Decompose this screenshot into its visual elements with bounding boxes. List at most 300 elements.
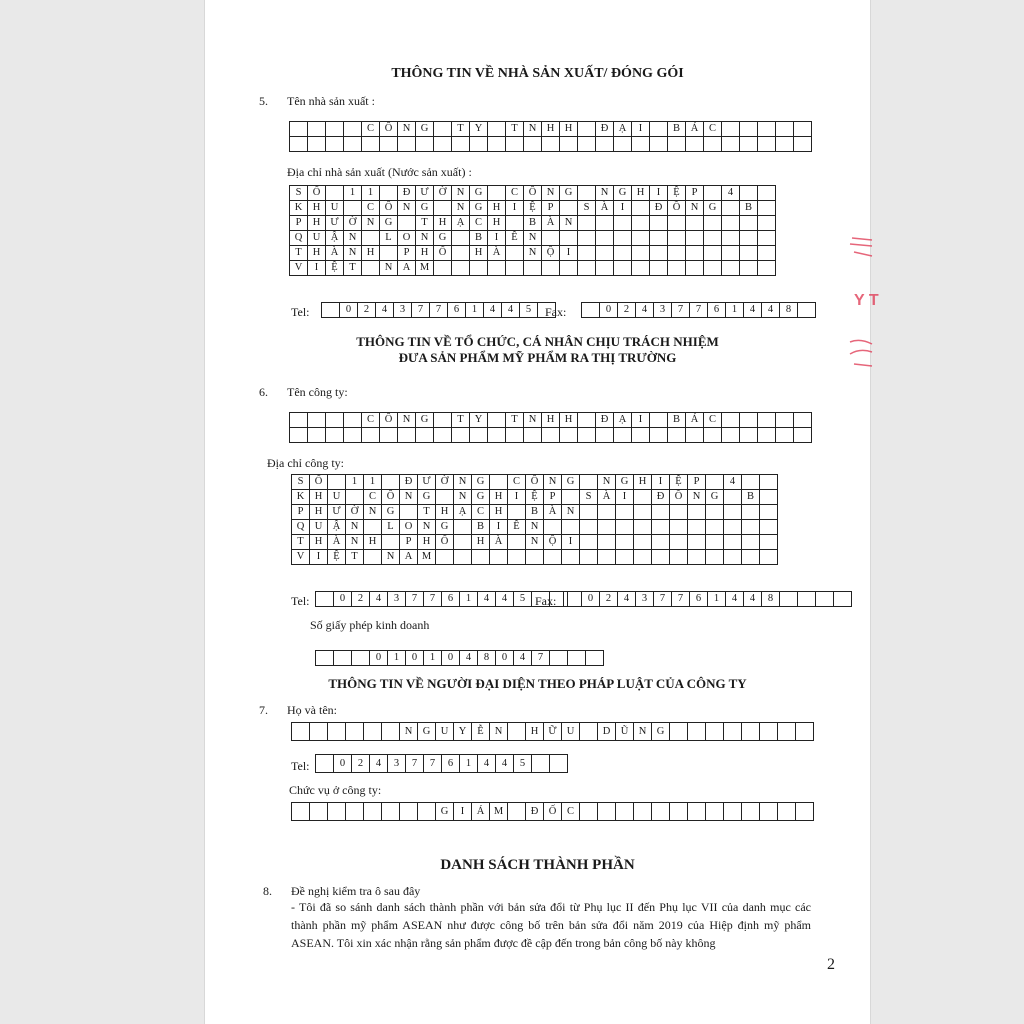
char-box <box>742 550 760 565</box>
char-box <box>614 246 632 261</box>
char-box <box>436 490 454 505</box>
char-box <box>400 505 418 520</box>
char-box: 3 <box>388 592 406 607</box>
char-box: N <box>452 201 470 216</box>
char-box: P <box>686 186 704 201</box>
char-box: N <box>634 723 652 741</box>
char-box <box>704 428 722 443</box>
representative-name-grid <box>291 722 814 741</box>
char-box: 4 <box>722 186 740 201</box>
char-box: Ạ <box>614 122 632 137</box>
char-box <box>490 475 508 490</box>
responsible-heading-line2: ĐƯA SẢN PHẨM MỸ PHẨM RA THỊ TRƯỜNG <box>398 350 677 365</box>
char-box: N <box>398 122 416 137</box>
char-box <box>452 428 470 443</box>
char-box <box>598 535 616 550</box>
char-box <box>362 428 380 443</box>
char-box <box>688 535 706 550</box>
char-box: I <box>454 803 472 821</box>
char-box <box>580 535 598 550</box>
char-box <box>310 723 328 741</box>
char-box <box>686 246 704 261</box>
char-box <box>524 137 542 152</box>
char-box <box>670 535 688 550</box>
char-box <box>742 535 760 550</box>
char-box: I <box>490 520 508 535</box>
char-box: 7 <box>672 303 690 318</box>
char-box: 6 <box>442 755 460 773</box>
char-box: 2 <box>618 303 636 318</box>
char-box: Ô <box>524 186 542 201</box>
char-box: N <box>598 475 616 490</box>
char-box <box>668 137 686 152</box>
char-box <box>310 803 328 821</box>
char-box <box>434 137 452 152</box>
char-box <box>760 535 778 550</box>
char-box <box>580 505 598 520</box>
char-box: N <box>452 186 470 201</box>
char-box: 4 <box>636 303 654 318</box>
char-box: G <box>470 186 488 201</box>
char-box: I <box>310 550 328 565</box>
char-box: H <box>472 535 490 550</box>
char-box <box>416 428 434 443</box>
char-box: C <box>704 122 722 137</box>
char-box <box>686 231 704 246</box>
char-box <box>362 137 380 152</box>
char-box: Á <box>472 803 490 821</box>
char-box <box>578 261 596 276</box>
char-box <box>780 592 798 607</box>
char-box <box>652 520 670 535</box>
char-box: I <box>632 413 650 428</box>
char-box: V <box>290 261 308 276</box>
char-box: N <box>380 261 398 276</box>
char-box: 0 <box>582 592 600 607</box>
char-box: P <box>688 475 706 490</box>
char-box: Ờ <box>346 505 364 520</box>
char-box <box>722 231 740 246</box>
grid-row <box>322 303 556 318</box>
char-box <box>722 216 740 231</box>
grid-row <box>292 475 778 490</box>
char-box <box>632 261 650 276</box>
char-box <box>668 246 686 261</box>
char-box: 4 <box>514 651 532 666</box>
char-box: N <box>688 490 706 505</box>
char-box <box>454 520 472 535</box>
char-box: I <box>652 475 670 490</box>
ingredients-heading: DANH SÁCH THÀNH PHẦN <box>440 857 635 873</box>
char-box <box>560 137 578 152</box>
char-box <box>524 428 542 443</box>
char-box: H <box>436 505 454 520</box>
char-box <box>452 137 470 152</box>
char-box: C <box>362 413 380 428</box>
char-box: 0 <box>406 651 424 666</box>
char-box: 2 <box>352 755 370 773</box>
char-box: N <box>400 490 418 505</box>
char-box <box>634 520 652 535</box>
char-box <box>346 490 364 505</box>
char-box: H <box>310 505 328 520</box>
char-box <box>382 803 400 821</box>
char-box <box>688 803 706 821</box>
char-box <box>616 803 634 821</box>
char-box: H <box>308 246 326 261</box>
char-box: 4 <box>744 592 762 607</box>
grid-row <box>316 592 568 607</box>
char-box <box>742 475 760 490</box>
manufacturer-heading: THÔNG TIN VỀ NHÀ SẢN XUẤT/ ĐÓNG GÓI <box>391 66 684 81</box>
char-box <box>722 413 740 428</box>
char-box: P <box>544 490 562 505</box>
char-box: N <box>526 535 544 550</box>
char-box: H <box>542 122 560 137</box>
char-box: Đ <box>596 122 614 137</box>
char-box: À <box>328 535 346 550</box>
char-box: 4 <box>370 592 388 607</box>
char-box <box>668 216 686 231</box>
char-box: Ờ <box>434 186 452 201</box>
char-box <box>380 246 398 261</box>
manufacturer-fax-label: Fax: <box>545 305 567 319</box>
char-box: P <box>292 505 310 520</box>
char-box: 6 <box>448 303 466 318</box>
char-box: G <box>652 723 670 741</box>
char-box <box>470 261 488 276</box>
char-box <box>740 261 758 276</box>
char-box <box>778 803 796 821</box>
char-box <box>436 550 454 565</box>
char-box <box>632 231 650 246</box>
char-box <box>582 303 600 318</box>
char-box <box>724 520 742 535</box>
char-box <box>794 428 812 443</box>
char-box <box>686 216 704 231</box>
char-box: T <box>452 413 470 428</box>
char-box: 7 <box>690 303 708 318</box>
char-box: Ố <box>436 535 454 550</box>
char-box <box>740 413 758 428</box>
grid-row <box>316 755 568 773</box>
char-box: L <box>382 520 400 535</box>
char-box: I <box>308 261 326 276</box>
char-box: Ờ <box>436 475 454 490</box>
char-box: N <box>562 505 580 520</box>
char-box <box>470 137 488 152</box>
company-address-grid <box>291 474 778 565</box>
char-box <box>508 723 526 741</box>
char-box <box>398 216 416 231</box>
char-box <box>334 651 352 666</box>
char-box: Ư <box>326 216 344 231</box>
char-box: 4 <box>618 592 636 607</box>
char-box <box>758 137 776 152</box>
char-box: Ậ <box>328 520 346 535</box>
char-box <box>724 505 742 520</box>
char-box: T <box>290 246 308 261</box>
char-box <box>542 137 560 152</box>
char-box: 4 <box>484 303 502 318</box>
char-box <box>562 550 580 565</box>
char-box: N <box>526 520 544 535</box>
char-box: U <box>326 201 344 216</box>
char-box: 1 <box>388 651 406 666</box>
char-box: À <box>488 246 506 261</box>
char-box <box>778 723 796 741</box>
char-box: 5 <box>514 592 532 607</box>
char-box: H <box>310 490 328 505</box>
char-box: H <box>488 216 506 231</box>
char-box: N <box>344 246 362 261</box>
char-box <box>760 520 778 535</box>
char-box: G <box>418 490 436 505</box>
char-box: I <box>506 201 524 216</box>
char-box <box>346 723 364 741</box>
char-box: P <box>542 201 560 216</box>
char-box: I <box>616 490 634 505</box>
char-box: D <box>598 723 616 741</box>
char-box: Ồ <box>668 201 686 216</box>
char-box: C <box>470 216 488 231</box>
char-box <box>344 201 362 216</box>
char-box: A <box>400 550 418 565</box>
char-box <box>328 723 346 741</box>
char-box <box>400 803 418 821</box>
char-box <box>816 592 834 607</box>
company-fax-label: Fax: <box>535 594 557 608</box>
char-box: C <box>562 803 580 821</box>
company-name-grid <box>289 412 812 443</box>
char-box: 4 <box>502 303 520 318</box>
char-box: C <box>472 505 490 520</box>
char-box <box>506 137 524 152</box>
char-box: Y <box>454 723 472 741</box>
char-box: N <box>454 490 472 505</box>
char-box <box>532 755 550 773</box>
char-box: 0 <box>340 303 358 318</box>
char-box <box>776 122 794 137</box>
char-box: U <box>308 231 326 246</box>
representative-tel-label: Tel: <box>291 759 310 773</box>
char-box: N <box>400 723 418 741</box>
char-box: G <box>614 186 632 201</box>
char-box <box>686 428 704 443</box>
char-box <box>632 216 650 231</box>
char-box <box>508 803 526 821</box>
char-box <box>508 505 526 520</box>
char-box: À <box>326 246 344 261</box>
char-box: C <box>364 490 382 505</box>
char-box: Ô <box>380 122 398 137</box>
char-box <box>508 550 526 565</box>
char-box <box>670 803 688 821</box>
char-box: Ô <box>526 475 544 490</box>
char-box <box>434 261 452 276</box>
char-box: N <box>362 216 380 231</box>
char-box: Ố <box>434 246 452 261</box>
grid-row <box>290 216 776 231</box>
char-box <box>706 723 724 741</box>
char-box <box>322 303 340 318</box>
char-box: 7 <box>672 592 690 607</box>
char-box <box>454 535 472 550</box>
char-box <box>724 723 742 741</box>
char-box <box>704 216 722 231</box>
char-box: C <box>362 201 380 216</box>
char-box <box>290 428 308 443</box>
char-box: 8 <box>780 303 798 318</box>
char-box: H <box>632 186 650 201</box>
char-box <box>562 520 580 535</box>
char-box <box>326 186 344 201</box>
char-box: Ễ <box>472 723 490 741</box>
char-box <box>454 550 472 565</box>
char-box <box>706 803 724 821</box>
char-box <box>416 137 434 152</box>
char-box: N <box>398 413 416 428</box>
char-box: 7 <box>424 592 442 607</box>
stamp-text: Y T <box>854 292 879 309</box>
char-box: Ậ <box>326 231 344 246</box>
char-box: 0 <box>370 651 388 666</box>
char-box <box>398 428 416 443</box>
char-box: 6 <box>708 303 726 318</box>
char-box <box>380 137 398 152</box>
char-box <box>688 520 706 535</box>
manufacturer-name-label: Tên nhà sản xuất : <box>287 94 375 108</box>
char-box <box>398 137 416 152</box>
char-box <box>580 550 598 565</box>
char-box <box>758 201 776 216</box>
char-box <box>598 803 616 821</box>
char-box <box>434 413 452 428</box>
char-box <box>490 550 508 565</box>
char-box <box>706 505 724 520</box>
char-box: 5 <box>514 755 532 773</box>
char-box: Ộ <box>544 535 562 550</box>
char-box: 4 <box>744 303 762 318</box>
char-box: H <box>310 535 328 550</box>
char-box <box>796 723 814 741</box>
char-box <box>798 303 816 318</box>
char-box <box>650 413 668 428</box>
char-box <box>706 520 724 535</box>
char-box <box>452 246 470 261</box>
char-box <box>326 137 344 152</box>
char-box <box>596 261 614 276</box>
char-box: N <box>524 122 542 137</box>
char-box: V <box>292 550 310 565</box>
char-box: 7 <box>406 592 424 607</box>
char-box: Ạ <box>452 216 470 231</box>
char-box <box>704 231 722 246</box>
char-box: 6 <box>690 592 708 607</box>
char-box: H <box>490 490 508 505</box>
char-box <box>488 186 506 201</box>
char-box <box>834 592 852 607</box>
char-box <box>352 651 370 666</box>
char-box <box>668 231 686 246</box>
char-box: Đ <box>526 803 544 821</box>
char-box: H <box>488 201 506 216</box>
char-box <box>344 428 362 443</box>
char-box: T <box>506 413 524 428</box>
char-box <box>290 413 308 428</box>
char-box <box>758 122 776 137</box>
char-box: Á <box>686 413 704 428</box>
char-box: A <box>398 261 416 276</box>
char-box <box>758 231 776 246</box>
char-box <box>614 261 632 276</box>
char-box <box>794 413 812 428</box>
char-box: 4 <box>496 755 514 773</box>
char-box: 1 <box>466 303 484 318</box>
char-box: Ố <box>310 475 328 490</box>
grid-row <box>290 122 812 137</box>
char-box: Ộ <box>542 246 560 261</box>
char-box <box>380 186 398 201</box>
char-box <box>434 201 452 216</box>
char-box: N <box>418 520 436 535</box>
char-box <box>580 723 598 741</box>
document-page <box>205 0 870 1024</box>
char-box: Y <box>470 122 488 137</box>
char-box <box>544 550 562 565</box>
char-box: G <box>416 413 434 428</box>
char-box <box>452 231 470 246</box>
char-box: 4 <box>762 303 780 318</box>
char-box: H <box>416 246 434 261</box>
char-box: H <box>526 723 544 741</box>
char-box <box>758 246 776 261</box>
char-box <box>706 535 724 550</box>
char-box: H <box>634 475 652 490</box>
char-box: H <box>362 246 380 261</box>
char-box <box>544 520 562 535</box>
char-box <box>650 261 668 276</box>
char-box: Đ <box>596 413 614 428</box>
char-box <box>776 137 794 152</box>
char-box <box>382 723 400 741</box>
char-box <box>596 137 614 152</box>
char-box: B <box>742 490 760 505</box>
char-box: 3 <box>636 592 654 607</box>
char-box <box>670 550 688 565</box>
char-box: 1 <box>708 592 726 607</box>
char-box: B <box>526 505 544 520</box>
char-box <box>542 261 560 276</box>
char-box: I <box>562 535 580 550</box>
char-box: N <box>416 231 434 246</box>
char-box <box>704 137 722 152</box>
char-box: Đ <box>400 475 418 490</box>
char-box <box>796 803 814 821</box>
char-box: Ô <box>380 413 398 428</box>
char-box <box>760 475 778 490</box>
char-box: I <box>650 186 668 201</box>
char-box <box>344 413 362 428</box>
char-box: Ệ <box>326 261 344 276</box>
char-box <box>742 803 760 821</box>
char-box: G <box>416 201 434 216</box>
char-box: N <box>454 475 472 490</box>
char-box <box>724 550 742 565</box>
char-box <box>596 246 614 261</box>
char-box: 7 <box>532 651 550 666</box>
char-box <box>578 246 596 261</box>
